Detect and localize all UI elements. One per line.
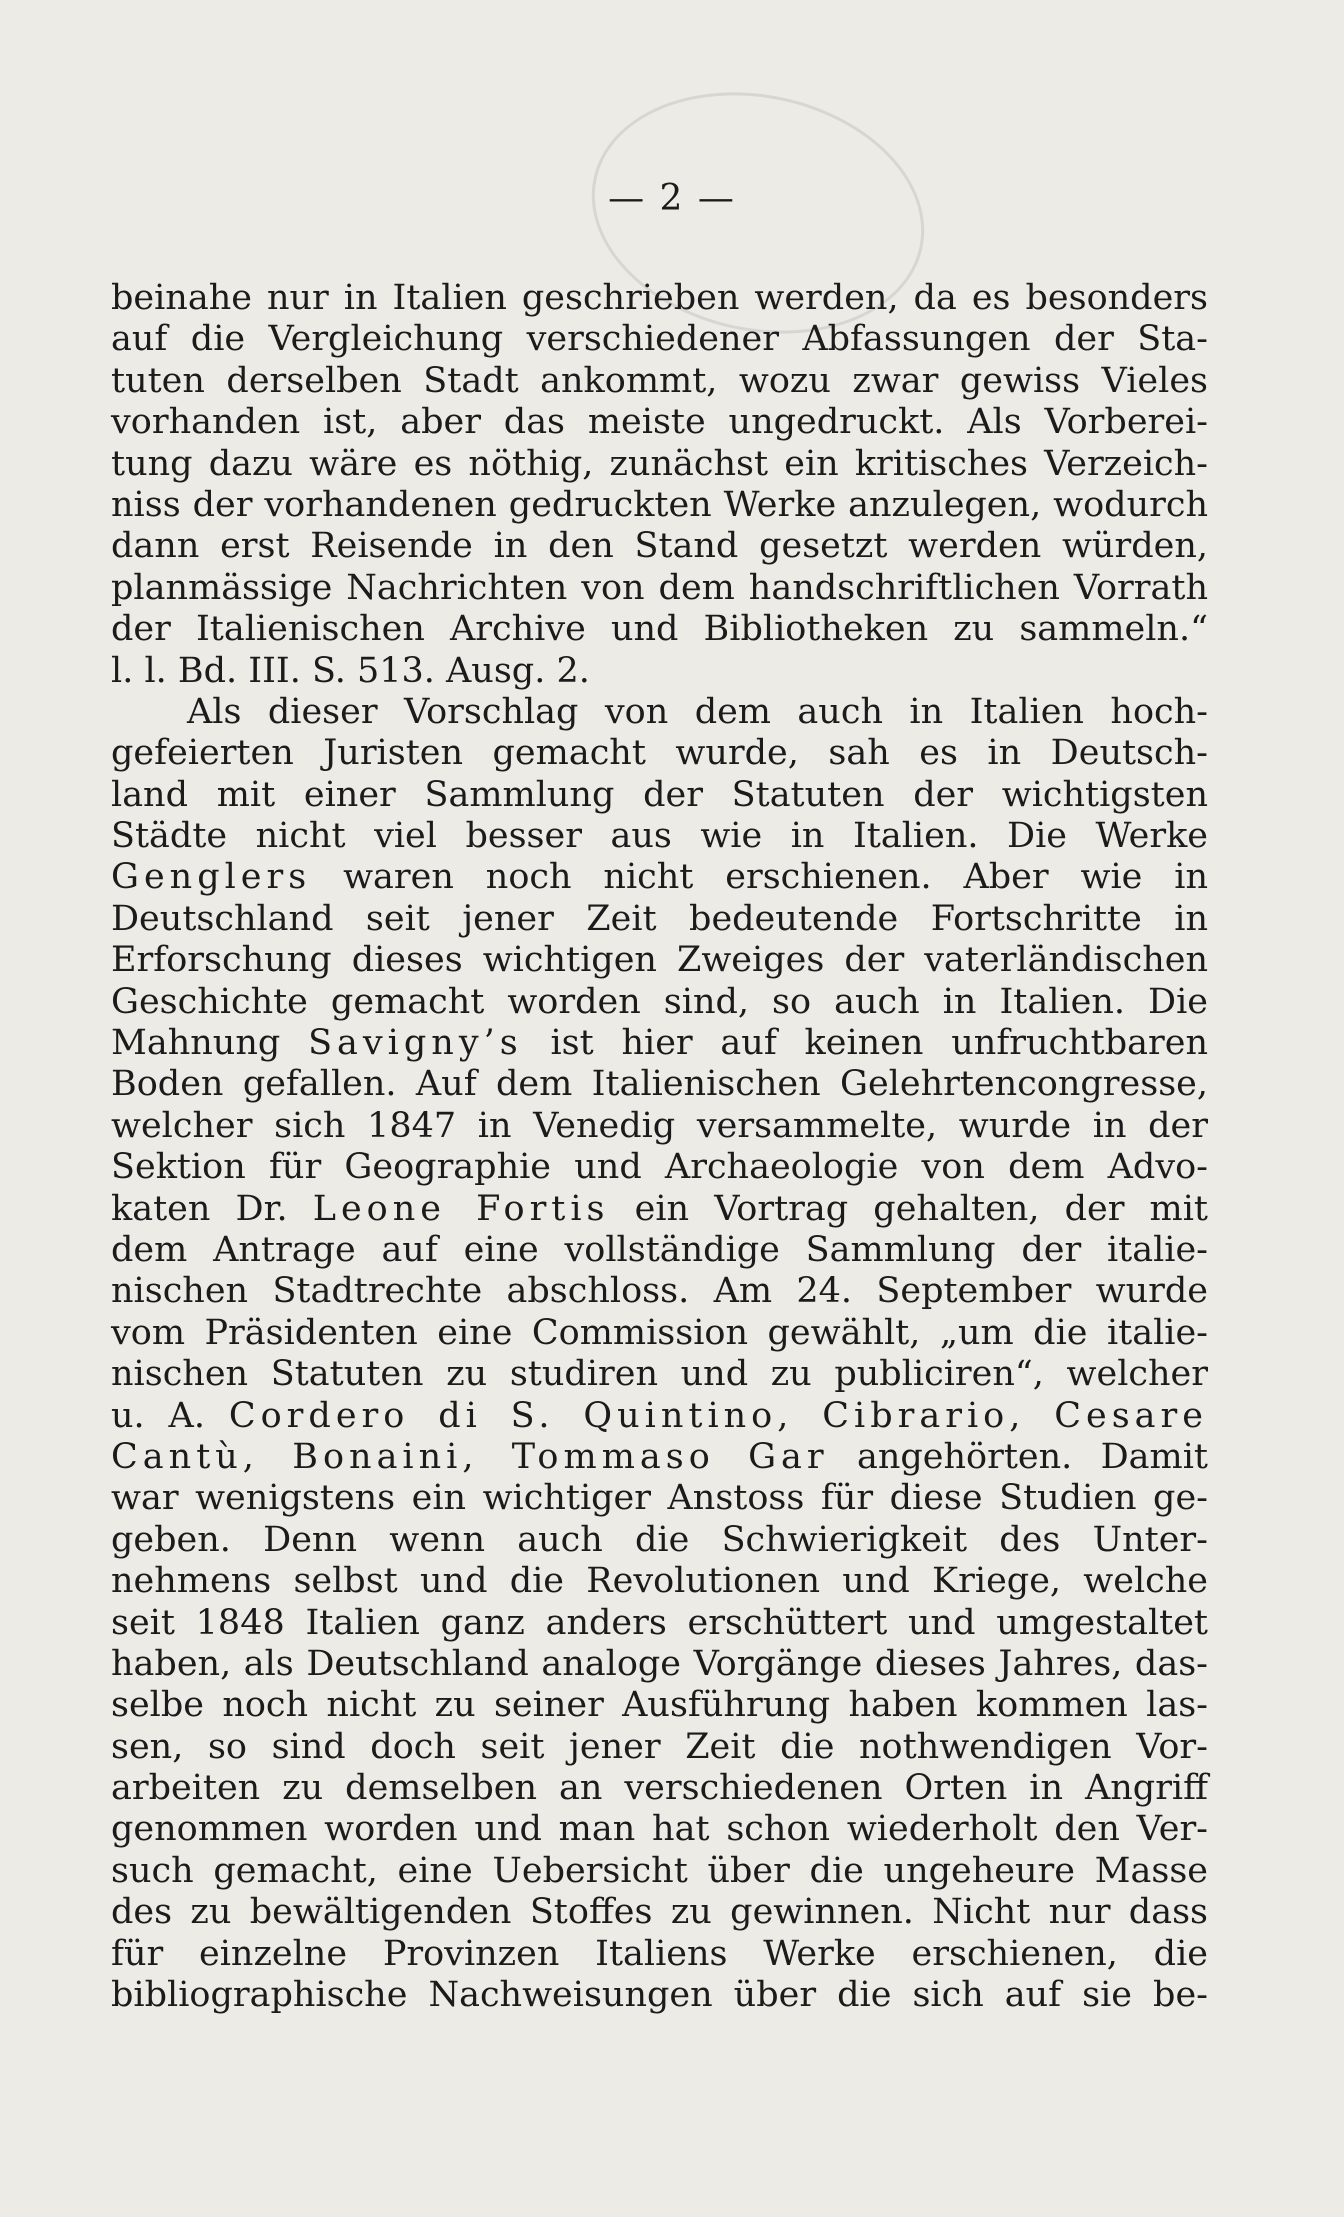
text-line: such gemacht, eine Uebersicht über die ungeheure Masse [111,1850,1208,1891]
citation-line: l. l. Bd. III. S. 513. Ausg. 2. [111,650,590,691]
text-line: auf die Vergleichung verschiedener Abfassungen der Sta- [111,319,1208,360]
text-line: katen Dr. Leone Fortis ein Vortrag gehalten, der mit [111,1188,1208,1229]
text-line: gefeierten Juristen gemacht wurde, sah es in Deutsch- [111,733,1208,774]
emphasized-name: Cantù, Bonaini, Tommaso Gar [111,1436,829,1477]
page-number: — 2 — [608,178,736,219]
text-line: Cantù, Bonaini, Tommaso Gar angehörten. Damit [111,1436,1208,1477]
text-line: dem Antrage auf eine vollständige Sammlung der italie- [111,1229,1208,1270]
text-line: u. A. Cordero di S. Quintino, Cibrario, Cesare [111,1395,1208,1436]
text-line: Geschichte gemacht worden sind, so auch in Italien. Die [111,981,1208,1022]
text-line: niss der vorhandenen gedruckten Werke anzulegen, wodurch [111,484,1208,525]
text-line: Boden gefallen. Auf dem Italienischen Gelehrtencongresse, [111,1064,1208,1105]
text-line: nischen Statuten zu studiren und zu publiciren“, welcher [111,1354,1208,1395]
text-line: beinahe nur in Italien geschrieben werden, da es besonders [111,278,1208,318]
body-text [111,278,1208,2016]
text-line: Mahnung Savigny’s ist hier auf keinen unfruchtbaren [111,1023,1209,1064]
text-line: arbeiten zu demselben an verschiedenen Orten in Angriff [111,1768,1208,1809]
text-line: welcher sich 1847 in Venedig versammelte, wurde in der [111,1105,1208,1146]
text-line: nehmens selbst und die Revolutionen und Kriege, welche [111,1561,1208,1602]
emphasized-name: Cordero di S. Quintino, Cibrario, Cesare [228,1395,1208,1436]
text-line: Erforschung dieses wichtigen Zweiges der vaterländischen [111,940,1208,981]
text-line: für einzelne Provinzen Italiens Werke erschienen, die [111,1933,1208,1974]
text-line: dann erst Reisende in den Stand gesetzt werden würden, [111,526,1208,567]
text-line: seit 1848 Italien ganz anders erschüttert und umgestaltet [111,1602,1208,1643]
text-line: planmässige Nachrichten von dem handschriftlichen Vorrath [111,567,1208,608]
text-line: vom Präsidenten eine Commission gewählt, „um die italie- [111,1312,1208,1353]
text-line: bibliographische Nachweisungen über die sich auf sie be- [111,1975,1208,2016]
text-line: land mit einer Sammlung der Statuten der wichtigsten [111,774,1208,815]
emphasized-name: Genglers [111,857,312,898]
text-line: tung dazu wäre es nöthig, zunächst ein kritisches Verzeich- [111,443,1208,484]
text-line: nischen Stadtrechte abschloss. Am 24. September wurde [111,1271,1208,1312]
text-line: vorhanden ist, aber das meiste ungedruckt. Als Vorberei- [111,402,1208,443]
text-line: war wenigstens ein wichtiger Anstoss für diese Studien ge- [111,1478,1208,1519]
emphasized-name: Leone Fortis [312,1188,610,1229]
text-line: Deutschland seit jener Zeit bedeutende Fortschritte in [111,898,1208,939]
emphasized-name: Savigny’s [308,1023,523,1064]
text-line: selbe noch nicht zu seiner Ausführung haben kommen las- [111,1685,1208,1726]
text-line: genommen worden und man hat schon wiederholt den Ver- [111,1809,1208,1850]
text-line: sen, so sind doch seit jener Zeit die nothwendigen Vor- [111,1726,1208,1767]
text-line: Genglers waren noch nicht erschienen. Aber wie in [111,857,1208,898]
text-line: Städte nicht viel besser aus wie in Italien. Die Werke [111,816,1208,857]
text-line: haben, als Deutschland analoge Vorgänge dieses Jahres, das- [111,1643,1208,1684]
text-line: geben. Denn wenn auch die Schwierigkeit des Unter- [111,1519,1208,1560]
text-line: der Italienischen Archive und Bibliotheken zu sammeln.“ [111,609,1208,650]
text-line: tuten derselben Stadt ankommt, wozu zwar gewiss Vieles [111,360,1208,401]
text-line: des zu bewältigenden Stoffes zu gewinnen. Nicht nur dass [111,1892,1208,1933]
text-line: Sektion für Geographie und Archaeologie von dem Advo- [111,1147,1208,1188]
paragraph-start-line: Als dieser Vorschlag von dem auch in Italien hoch- [187,691,1208,732]
